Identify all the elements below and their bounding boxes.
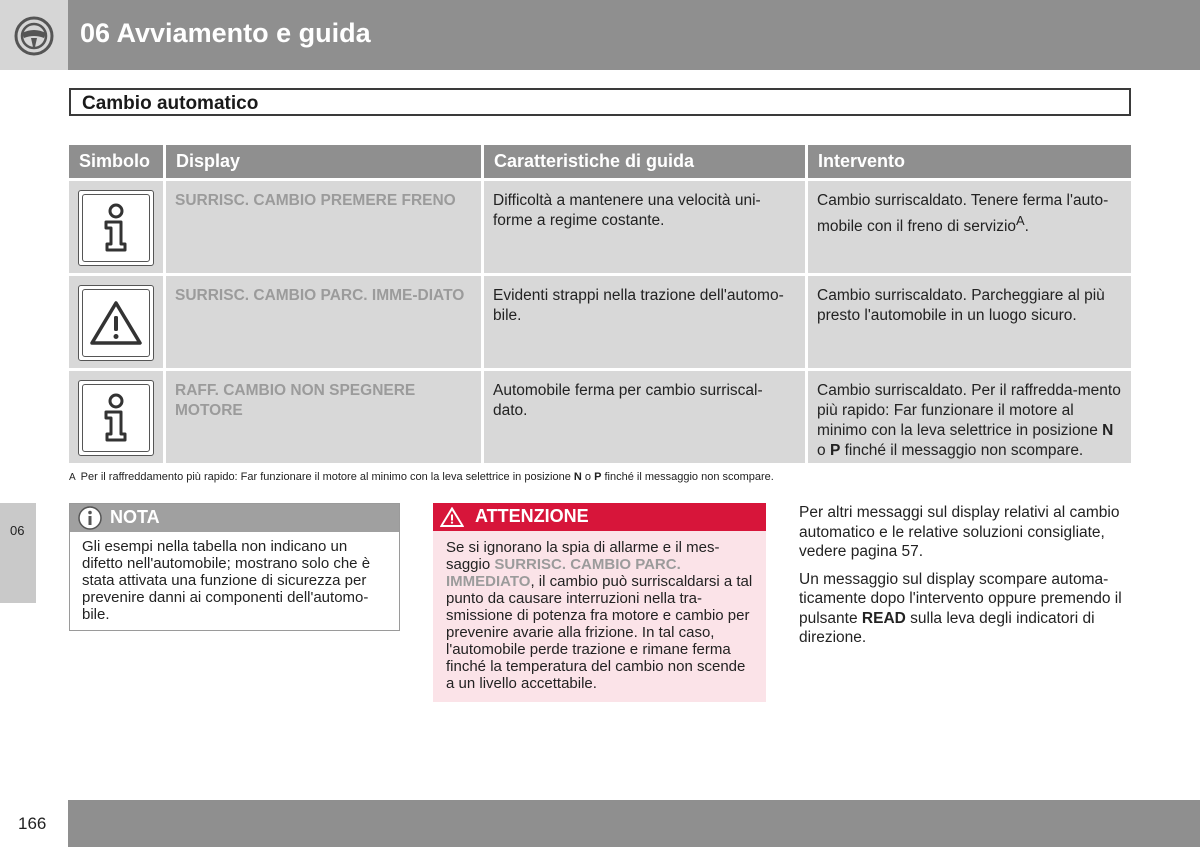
section-title-box xyxy=(69,88,1131,116)
warning-box xyxy=(433,503,766,702)
warning-title: ATTENZIONE xyxy=(475,506,589,526)
page-title: 06 Avviamento e guida xyxy=(80,18,371,48)
paragraph: Per altri messaggi sul display relativi al cambio automatico e le relative soluzioni consigliate, vedere pagina 57. xyxy=(799,504,1120,560)
note-title: NOTA xyxy=(110,507,160,527)
intervento-cell: Cambio surriscaldato. Parcheggiare al più presto l'automobile in un luogo sicuro. xyxy=(808,276,1131,368)
display-cell: SURRISC. CAMBIO PARC. IMME-DIATO xyxy=(166,276,481,368)
info-icon xyxy=(82,194,150,262)
table-row xyxy=(69,276,1131,368)
warning-triangle-icon xyxy=(439,506,465,528)
caratteristiche-cell: Difficoltà a mantenere una velocità uni-forme a regime costante. xyxy=(484,181,805,273)
footnote xyxy=(69,471,774,483)
table-header xyxy=(69,145,1131,178)
intervento-cell: Cambio surriscaldato. Per il raffredda-mento più rapido: Far funzionare il motore al minimo con la leva selettrice in posizione N o P finché il messaggio non scompare. xyxy=(808,371,1131,463)
page-number: 166 xyxy=(18,814,47,833)
symbol-frame xyxy=(78,380,154,456)
chapter-side-tab xyxy=(0,503,36,603)
column-header-intervento: Intervento xyxy=(808,145,1131,178)
section-title: Cambio automatico xyxy=(82,93,259,114)
symbol-cell xyxy=(69,276,163,368)
warning-text-part: Se si ignorano la spia di allarme e il mes-saggio xyxy=(446,539,720,573)
symbol-frame xyxy=(78,285,154,361)
symbol-cell xyxy=(69,181,163,273)
caratteristiche-cell: Evidenti strappi nella trazione dell'automo-bile. xyxy=(484,276,805,368)
note-text: Gli esempi nella tabella non indicano un difetto nell'automobile; mostrano solo che è stata attivata una funzione di sicurezza per prevenire danni ai componenti dell'automo-bile. xyxy=(82,538,371,623)
symbol-frame xyxy=(78,190,154,266)
note-box xyxy=(69,503,400,631)
read-button-label: READ xyxy=(861,609,906,627)
page-header xyxy=(0,0,1200,70)
info-circle-icon xyxy=(78,506,102,530)
display-cell: RAFF. CAMBIO NON SPEGNERE MOTORE xyxy=(166,371,481,463)
header-icon-box xyxy=(0,0,68,70)
note-header xyxy=(70,504,399,532)
warning-text-part: , il cambio può surriscaldarsi a tal punto da causare interruzioni nella tra-smissione di potenza fra motore e cambio per prevenire avarie alla frizione. In tal caso, l'automobile perde trazione e rimane ferma finché la temperatura del cambio non scende a un livello accettabile. xyxy=(446,573,753,692)
column-header-caratteristiche: Caratteristiche di guida xyxy=(484,145,805,178)
table-row xyxy=(69,371,1131,463)
warning-triangle-icon xyxy=(82,289,150,357)
chapter-number: 06 xyxy=(10,523,25,538)
right-column-text xyxy=(799,503,1139,656)
column-header-display: Display xyxy=(166,145,481,178)
symbol-cell xyxy=(69,371,163,463)
paragraph-part: Un messaggio sul display scompare automa-ticamente dopo l'intervento oppure premendo il pulsante xyxy=(799,570,1122,627)
footnote-mark: A xyxy=(69,472,76,483)
caratteristiche-cell: Automobile ferma per cambio surriscal-dato. xyxy=(484,371,805,463)
warning-text xyxy=(433,531,766,692)
warning-message-highlight: SURRISC. CAMBIO PARC. IMMEDIATO xyxy=(446,556,681,590)
steering-wheel-icon xyxy=(14,16,54,56)
paragraph-part: sulla leva degli indicatori di direzione. xyxy=(799,609,1095,646)
page-footer-bar xyxy=(68,800,1200,847)
display-cell: SURRISC. CAMBIO PREMERE FRENO xyxy=(166,181,481,273)
info-icon xyxy=(82,384,150,452)
intervento-cell: Cambio surriscaldato. Tenere ferma l'auto-mobile con il freno di servizio$^A$. xyxy=(808,181,1131,273)
table-row xyxy=(69,181,1131,273)
paragraph xyxy=(799,570,1139,648)
column-header-simbolo: Simbolo xyxy=(69,145,163,178)
messages-table xyxy=(69,145,1131,459)
warning-header xyxy=(433,503,766,531)
footnote-text: Per il raffreddamento più rapido: Far funzionare il motore al minimo con la leva selettrice in posizione N o P finché il messaggio non scompare. xyxy=(80,471,774,483)
